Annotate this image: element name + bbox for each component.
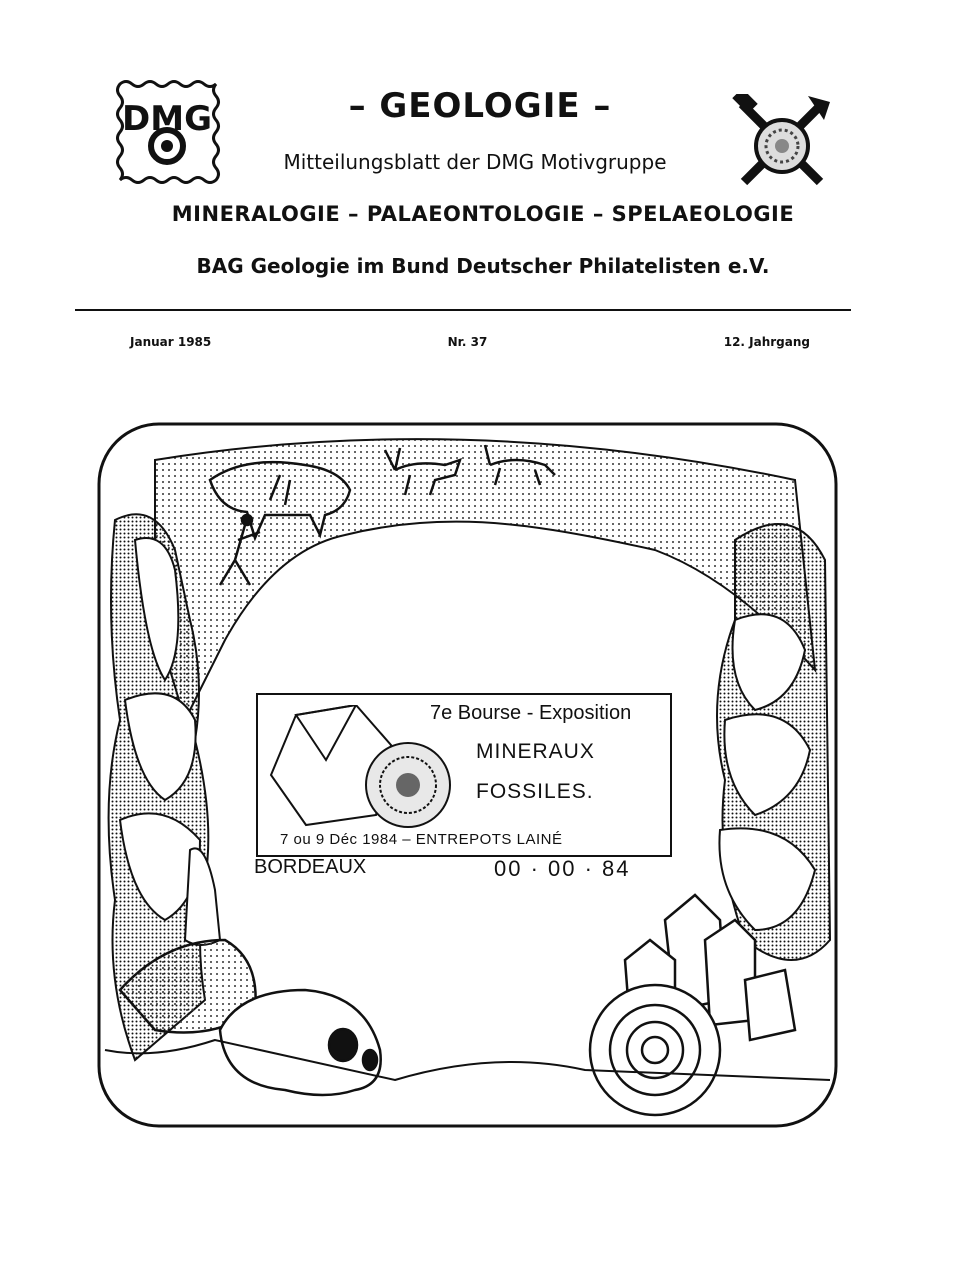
- hammer-pick-emblem-icon: [732, 94, 832, 194]
- event-title: 7e Bourse - Exposition: [430, 702, 632, 724]
- topics-heading: MINERALOGIE – PALAEONTOLOGIE – SPELAEOLOGIE: [171, 202, 795, 226]
- newsletter-title: – GEOLOGIE –: [348, 86, 612, 126]
- header-divider: [75, 309, 851, 311]
- issue-date: Januar 1985: [130, 335, 212, 349]
- dmg-logo-icon: [112, 78, 222, 188]
- issue-info-row: [130, 335, 810, 349]
- event-fossils: FOSSILES.: [476, 780, 594, 803]
- issue-volume: 12. Jahrgang: [723, 335, 810, 349]
- svg-text:DMG: DMG: [122, 99, 212, 139]
- postmark-city: BORDEAUX: [254, 856, 367, 878]
- newsletter-subtitle: Mitteilungsblatt der DMG Motivgruppe: [283, 150, 667, 174]
- postmark-date: 00 · 00 · 84: [494, 856, 631, 881]
- event-dates: 7 ou 9 Déc 1984 – ENTREPOTS LAINÉ: [280, 831, 563, 848]
- organization-line: BAG Geologie im Bund Deutscher Philatelisten e.V.: [196, 254, 770, 278]
- issue-number: Nr. 37: [447, 335, 488, 349]
- ammonite-fossil: [590, 985, 720, 1115]
- event-minerals: MINERAUX: [476, 740, 595, 763]
